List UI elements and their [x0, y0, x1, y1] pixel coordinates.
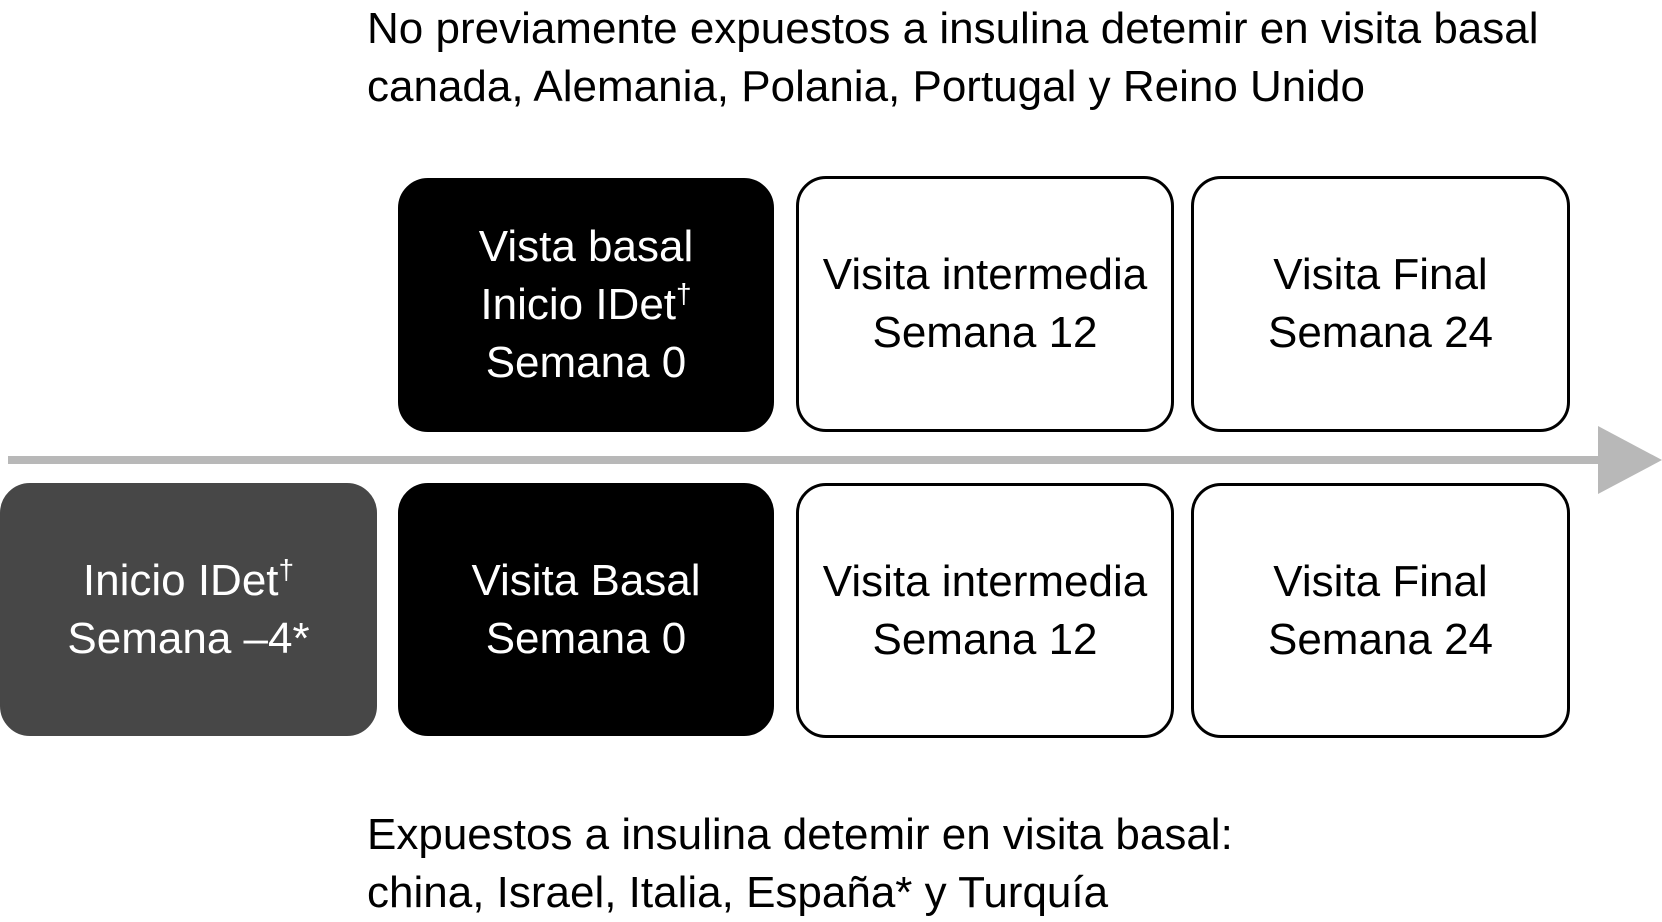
top-baseline-label: Vista basal [478, 222, 694, 271]
dagger-mark: † [278, 553, 295, 585]
bottom-caption-line-1: Expuestos a insulina detemir en visita basal: [367, 810, 1233, 859]
top-intermediate-week: Semana 12 [872, 308, 1098, 357]
bottom-intermediate-box [796, 483, 1174, 738]
top-caption [367, 0, 1539, 116]
bottom-idet-start-week: Semana –4* [67, 613, 310, 663]
bottom-intermediate-week: Semana 12 [872, 614, 1098, 664]
top-intermediate-box [796, 176, 1174, 432]
top-final-label: Visita Final [1273, 250, 1488, 299]
top-caption-line-2: canada, Alemania, Polania, Portugal y Reino Unido [367, 62, 1365, 111]
bottom-final-box [1191, 483, 1570, 738]
top-final-box [1191, 176, 1570, 432]
top-caption-line-1: No previamente expuestos a insulina detemir en visita basal [367, 4, 1539, 53]
bottom-final-week: Semana 24 [1267, 614, 1494, 664]
top-baseline-idet-label: Inicio IDet [480, 280, 677, 329]
bottom-caption-line-2: china, Israel, Italia, España* y Turquía [367, 868, 1109, 917]
bottom-idet-start-label-line [83, 552, 294, 610]
dagger-mark: † [676, 278, 692, 309]
bottom-baseline-week: Semana 0 [485, 613, 687, 663]
top-baseline-week: Semana 0 [485, 338, 687, 387]
top-intermediate-label: Visita intermedia [822, 250, 1148, 299]
bottom-baseline-label: Visita Basal [471, 555, 701, 605]
bottom-idet-start-label: Inicio IDet [82, 555, 279, 605]
timeline-arrow-head [1598, 426, 1662, 494]
bottom-final-label: Visita Final [1273, 556, 1488, 606]
bottom-idet-start-box [0, 483, 377, 736]
top-baseline-box [398, 178, 774, 432]
bottom-intermediate-label: Visita intermedia [822, 556, 1148, 606]
top-final-week: Semana 24 [1267, 308, 1494, 357]
top-baseline-idet-start [480, 276, 691, 334]
bottom-baseline-box [398, 483, 774, 736]
bottom-caption [367, 806, 1233, 922]
